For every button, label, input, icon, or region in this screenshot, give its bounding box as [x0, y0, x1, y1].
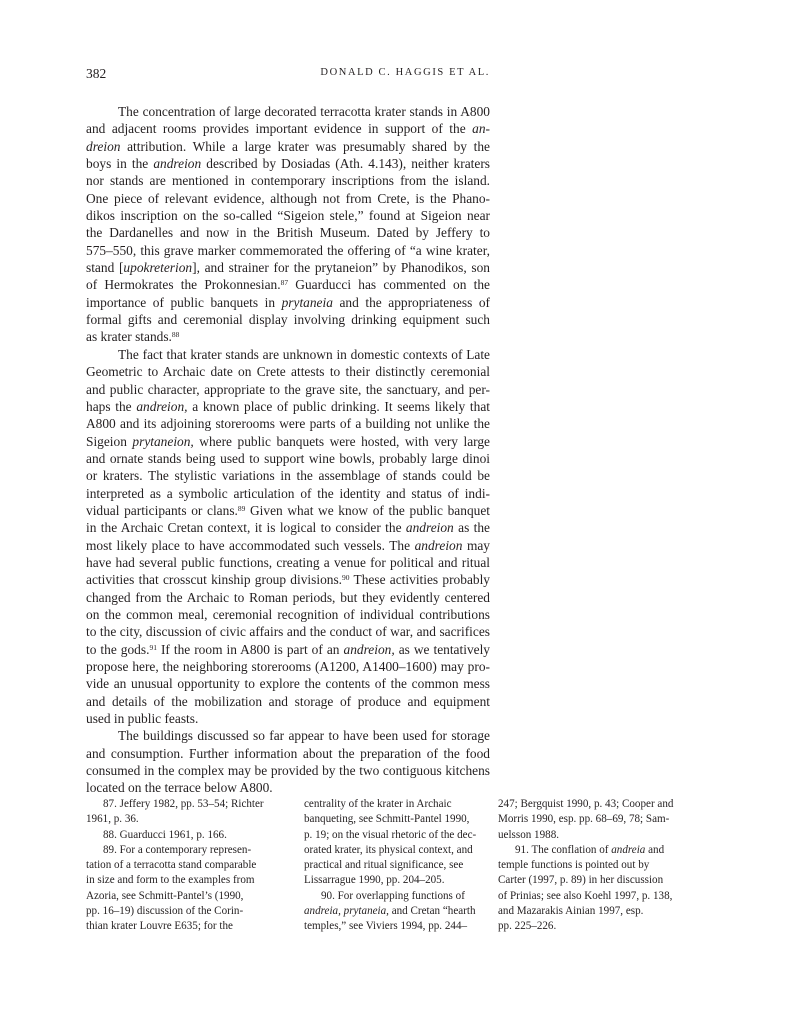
- text-line: [86, 745, 490, 762]
- footnote-line: Lissarrague 1990, pp. 204–205.: [304, 874, 445, 887]
- text-run: vidual participants or clans.: [86, 502, 238, 518]
- text-run: A800 and its adjoining storerooms were parts of a building not unlike the: [86, 416, 490, 432]
- text-line: [86, 398, 490, 415]
- footnote-line: of Prinias; see also Koehl 1997, p. 138,: [498, 889, 673, 902]
- footnote-ref[interactable]: 89: [237, 503, 246, 513]
- text-line: [86, 589, 490, 606]
- text-line: [86, 779, 490, 796]
- footnote-line: in size and form to the examples from: [86, 874, 255, 887]
- text-line: [86, 276, 490, 293]
- text-line: [86, 433, 490, 450]
- text-run: a known place of public drinking. It seems likely that: [187, 398, 490, 414]
- text-run: interpreted as a symbolic articulation of the identity and status of indi-: [86, 485, 490, 501]
- text-run: as krater stands.: [86, 329, 172, 345]
- footnote-line: banqueting, see Schmitt-Pantel 1990,: [304, 813, 470, 826]
- text-run: and: [645, 843, 665, 856]
- text-run: consumed in the complex may be provided by the two contiguous kitchens: [86, 763, 490, 779]
- text-line: [86, 328, 490, 345]
- footnote-ref[interactable]: 87: [280, 278, 289, 288]
- text-run: These activities probably: [349, 572, 491, 588]
- footnote-line: practical and ritual significance, see: [304, 859, 464, 872]
- footnote-line: orated krater, its physical context, and: [304, 843, 473, 856]
- text-run: ], and strainer for the prytaneion” by Phanodikos, son: [192, 260, 490, 276]
- text-run: 91. The conflation of: [515, 843, 612, 856]
- text-line: [86, 207, 490, 224]
- footnote-ref[interactable]: 91: [149, 642, 157, 652]
- paragraph-2: [86, 346, 490, 728]
- text-run: dikos inscription on the so-called “Sigeion stele,” found at Sigeion near: [86, 208, 490, 224]
- text-run: activities that crosscut kinship group divisions.: [86, 572, 343, 588]
- text-run: haps the: [86, 398, 137, 414]
- text-line: [86, 485, 490, 502]
- footnote-line: 1961, p. 36.: [86, 813, 139, 826]
- text-run: propose here, the neighboring storerooms (A1200, A1400–1600) may pro-: [86, 659, 490, 674]
- italic-term: upokreterion: [123, 260, 193, 276]
- text-run: and the appropriateness of: [332, 294, 490, 310]
- text-line: [86, 762, 490, 779]
- footnote-ref[interactable]: 88: [171, 330, 180, 340]
- text-run: used in public feasts.: [86, 711, 199, 727]
- text-run: 575–550, this grave marker commemorated the offering of “a wine krater,: [86, 242, 490, 258]
- text-line: [86, 537, 490, 554]
- footnote-line: pp. 225–226.: [498, 920, 557, 933]
- paragraph-3: [86, 727, 490, 796]
- footnotes-column-1: [86, 797, 264, 935]
- italic-term: prytaneia: [281, 294, 333, 310]
- italic-term: andreia, prytaneia,: [304, 905, 389, 918]
- text-line: [86, 571, 490, 588]
- text-line: [86, 675, 490, 692]
- footnotes-column-2: [304, 797, 476, 935]
- footnote-line: pp. 16–19) discussion of the Corin-: [86, 905, 244, 918]
- text-line: [86, 172, 490, 189]
- text-run: the Dardanelles and now in the British Museum. Dated by Jeffery to: [86, 225, 490, 241]
- footnote-ref[interactable]: 90: [342, 573, 350, 583]
- text-line: [86, 641, 490, 658]
- text-run: The fact that krater stands are unknown in domestic contexts of Late: [118, 346, 490, 362]
- text-run: most likely place to have accommodated such vessels. The: [86, 537, 415, 553]
- footnote-line: [498, 843, 670, 858]
- text-line: [86, 519, 490, 536]
- text-line: [86, 502, 490, 519]
- text-run: Geometric to Archaic date on Crete attests to their distinctly ceremonial: [86, 364, 490, 380]
- footnote-line: 90. For overlapping functions of: [321, 889, 465, 902]
- footnote-line: 88. Guarducci 1961, p. 166.: [103, 828, 227, 841]
- text-line: [86, 155, 490, 172]
- text-run: or kraters. The stylistic variations in the assemblage of stands could be: [86, 468, 490, 484]
- text-run: formal gifts and ceremonial display involving drinking equipment such: [86, 312, 490, 328]
- italic-term: andreion: [153, 156, 202, 172]
- text-run: One piece of relevant evidence, although not from Crete, is the Phano-: [86, 190, 490, 206]
- text-run: as we tentatively: [394, 641, 490, 657]
- text-run: of Hermokrates the Prokonnesian.: [86, 277, 281, 293]
- footnote-line: temples,” see Viviers 1994, pp. 244–: [304, 920, 468, 933]
- text-line: [86, 693, 490, 710]
- text-line: [86, 467, 490, 484]
- footnote-line: centrality of the krater in Archaic: [304, 798, 452, 810]
- paragraph-1: [86, 103, 490, 346]
- text-run: and adjacent rooms provides important evidence in support of the: [86, 121, 473, 137]
- text-line: [86, 259, 490, 276]
- text-line: [86, 381, 490, 398]
- text-line: [86, 190, 490, 207]
- text-run: to the gods.: [86, 641, 150, 657]
- footnote-line: 89. For a contemporary represen-: [103, 843, 252, 856]
- footnote-line: uelsson 1988.: [498, 828, 560, 841]
- text-line: [86, 554, 490, 571]
- text-run: on the common meal, ceremonial recognition of individual contributions: [86, 606, 490, 622]
- text-line: [86, 311, 490, 328]
- text-run: stand [: [86, 260, 124, 276]
- main-text: [86, 103, 490, 797]
- italic-term: andreion: [414, 537, 463, 553]
- text-run: have had several public functions, creating a venue for political and ritual: [86, 554, 490, 570]
- text-line: [86, 415, 490, 432]
- text-line: [86, 710, 490, 727]
- text-line: [86, 120, 490, 137]
- italic-term: an-: [472, 121, 490, 137]
- footnote-line: temple functions is pointed out by: [498, 859, 650, 872]
- text-run: described by Dosiadas (Ath. 4.143), neither kraters: [201, 156, 490, 172]
- italic-term: andreion,: [136, 398, 188, 414]
- footnote-line: [304, 904, 476, 919]
- text-run: to the city, discussion of civic affairs and the conduct of war, and sacrifices: [86, 624, 490, 640]
- text-run: located on the terrace below A800.: [86, 780, 273, 796]
- text-run: attribution. While a large krater was presumably shared by the: [120, 138, 490, 154]
- text-run: The concentration of large decorated terracotta krater stands in A800: [118, 104, 490, 119]
- text-run: and details of the mobilization and storage of produce and equipment: [86, 693, 490, 709]
- footnote-line: and Mazarakis Ainian 1997, esp.: [498, 905, 644, 918]
- text-run: boys in the: [86, 156, 154, 172]
- footnote-line: thian krater Louvre E635; for the: [86, 920, 233, 933]
- text-run: Given what we know of the public banquet: [245, 502, 490, 518]
- text-run: and consumption. Further information about the preparation of the food: [86, 745, 490, 761]
- italic-term: andreion: [405, 520, 454, 536]
- text-line: [86, 346, 490, 363]
- text-line: [86, 138, 490, 155]
- footnote-line: Carter (1997, p. 89) in her discussion: [498, 874, 664, 887]
- text-run: If the room in A800 is part of an: [156, 641, 344, 657]
- footnote-line: p. 19; on the visual rhetoric of the dec-: [304, 828, 477, 841]
- text-line: [86, 242, 490, 259]
- text-run: as the: [453, 520, 491, 536]
- text-line: [86, 224, 490, 241]
- text-run: may: [462, 537, 491, 553]
- footnote-line: tation of a terracotta stand comparable: [86, 859, 257, 872]
- italic-term: prytaneion,: [132, 433, 194, 449]
- text-run: Guarducci has commented on the: [288, 277, 490, 293]
- text-line: [86, 103, 490, 120]
- italic-term: dreion: [86, 138, 121, 154]
- running-head: DONALD C. HAGGIS ET AL.: [320, 67, 490, 78]
- text-run: importance of public banquets in: [86, 294, 282, 310]
- page-number: 382: [86, 66, 107, 81]
- text-run: changed from the Archaic to Roman periods, but they evidently centered: [86, 589, 490, 605]
- text-line: [86, 606, 490, 623]
- text-line: [86, 658, 490, 675]
- text-run: vide an unusual opportunity to explore the contents of the common mess: [86, 676, 490, 692]
- text-line: [86, 450, 490, 467]
- text-run: and ornate stands being used to support wine bowls, probably large dinoi: [86, 450, 490, 466]
- text-line: [86, 727, 490, 744]
- text-run: and Cretan “hearth: [388, 905, 476, 918]
- italic-term: andreia: [611, 843, 646, 856]
- text-run: in the Archaic Cretan context, it is logical to consider the: [86, 520, 406, 536]
- text-run: Sigeion: [86, 433, 133, 449]
- page-header: [86, 66, 490, 86]
- text-line: [86, 294, 490, 311]
- text-run: and public character, appropriate to the grave site, the sanctuary, and per-: [86, 381, 490, 397]
- text-run: where public banquets were hosted, with very large: [193, 433, 490, 449]
- footnote-line: Morris 1990, esp. pp. 68–69, 78; Sam-: [498, 813, 670, 826]
- text-run: The buildings discussed so far appear to have been used for storage: [118, 728, 490, 744]
- footnote-line: 247; Bergquist 1990, p. 43; Cooper and: [498, 798, 674, 810]
- footnote-line: Azoria, see Schmitt-Pantel’s (1990,: [86, 889, 244, 902]
- text-line: [86, 363, 490, 380]
- footnote-line: 87. Jeffery 1982, pp. 53–54; Richter: [103, 798, 264, 810]
- italic-term: andreion,: [343, 641, 395, 657]
- text-line: [86, 623, 490, 640]
- text-run: nor stands are mentioned in contemporary inscriptions from the island.: [86, 173, 490, 189]
- footnotes-column-3: [498, 797, 674, 935]
